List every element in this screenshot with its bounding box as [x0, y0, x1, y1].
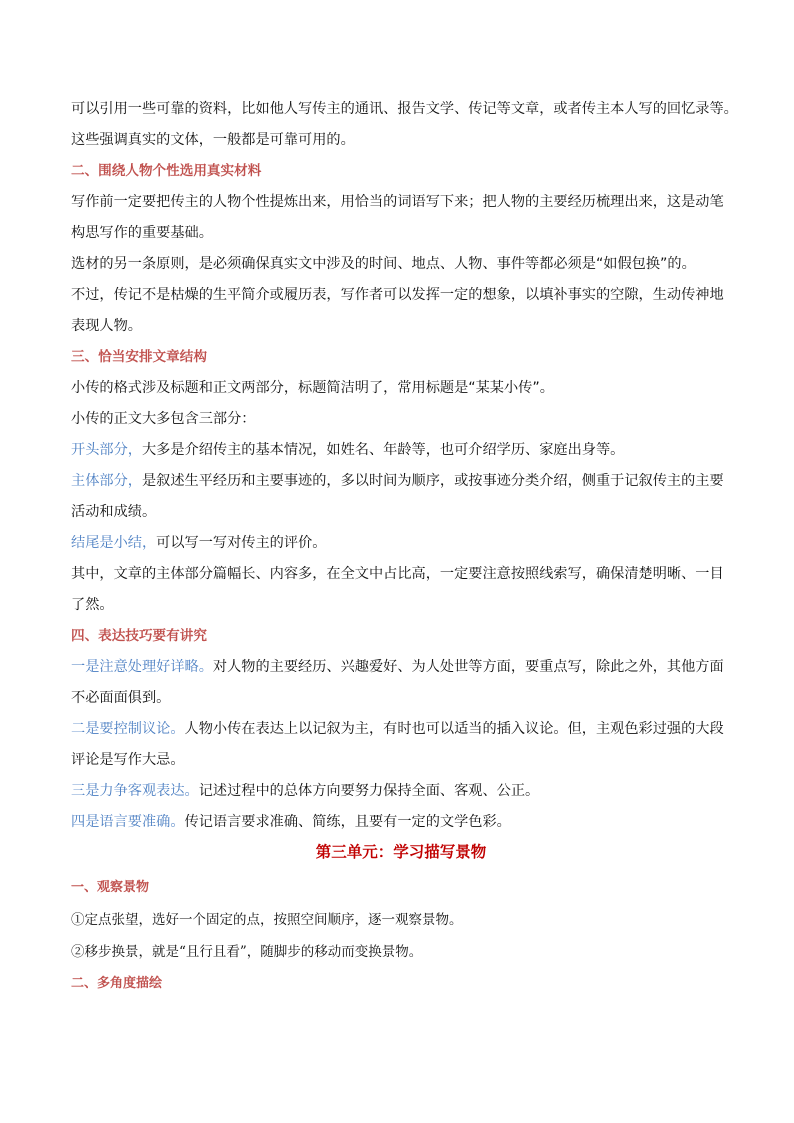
paragraph: 写作前一定要把传主的人物个性提炼出来，用恰当的词语写下来；把人物的主要经历梳理出来，这是动笔	[71, 194, 724, 210]
paragraph	[71, 528, 731, 559]
section-heading: 一、观察景物	[71, 880, 150, 895]
section-heading: 二、围绕人物个性选用真实材料	[71, 163, 262, 179]
unit-title: 第三单元：学习描写景物	[315, 842, 487, 861]
section-heading: 三、恰当安排文章结构	[71, 349, 207, 365]
paragraph: 小传的格式涉及标题和正文两部分，标题简洁明了，常用标题是“某某小传”。	[71, 380, 554, 396]
section-heading: 四、表达技巧要有讲究	[71, 628, 207, 644]
lead-phrase: 二是要控制议论。	[71, 721, 185, 737]
paragraph	[71, 435, 731, 466]
paragraph: 评论是写作大忌。	[71, 752, 185, 768]
lead-phrase: 三是力争客观表达。	[71, 783, 199, 799]
paragraph-text: 对人物的主要经历、兴趣爱好、为人处世等方面，要重点写，除此之外，其他方面	[212, 659, 724, 675]
list-item: ②移步换景，就是“且行且看”，随脚步的移动而变换景物。	[71, 944, 423, 960]
paragraph-text: 可以写一写对传主的评价。	[156, 535, 327, 551]
lead-phrase: 一是注意处理好详略。	[71, 659, 213, 675]
paragraph-text: 大多是介绍传主的基本情况，如姓名、年龄等，也可介绍学历、家庭出身等。	[141, 442, 625, 458]
document-page	[71, 94, 738, 1000]
paragraph: 构思写作的重要基础。	[71, 225, 213, 241]
paragraph	[71, 466, 731, 497]
list-item: ①定点张望，选好一个固定的点，按照空间顺序，逐一观察景物。	[71, 912, 463, 928]
paragraph	[71, 807, 731, 838]
paragraph: 可以引用一些可靠的资料，比如他人写传主的通讯、报告文学、传记等文章，或者传主本人写的回忆录等。	[71, 101, 738, 117]
paragraph: 活动和成绩。	[71, 504, 157, 520]
paragraph: 其中，文章的主体部分篇幅长、内容多，在全文中占比高，一定要注意按照线索写，确保清楚明晰、一目	[71, 566, 724, 582]
paragraph: 了然。	[71, 597, 114, 613]
lead-phrase: 四是语言要准确。	[71, 814, 185, 830]
paragraph-text: 人物小传在表达上以记叙为主，有时也可以适当的插入议论。但，主观色彩过强的大段	[184, 721, 724, 737]
paragraph	[71, 652, 731, 683]
paragraph: 不过，传记不是枯燥的生平简介或履历表，写作者可以发挥一定的想象，以填补事实的空隙，生动传神地	[71, 287, 724, 303]
paragraph: 小传的正文大多包含三部分：	[71, 411, 256, 427]
paragraph: 这些强调真实的文体，一般都是可靠可用的。	[71, 132, 355, 148]
paragraph-text: 记述过程中的总体方向要努力保持全面、客观、公正。	[198, 783, 540, 799]
paragraph: 表现人物。	[71, 318, 142, 334]
paragraph-text: 是叙述生平经历和主要事迹的，多以时间为顺序，或按事迹分类介绍，侧重于记叙传主的主要	[141, 473, 724, 489]
lead-phrase: 开头部分，	[71, 442, 142, 458]
paragraph: 选材的另一条原则，是必须确保真实文中涉及的时间、地点、人物、事件等都必须是“如假包换”的。	[71, 256, 696, 272]
lead-phrase: 结尾是小结，	[71, 535, 157, 551]
lead-phrase: 主体部分，	[71, 473, 142, 489]
paragraph	[71, 776, 731, 807]
paragraph-text: 传记语言要求准确、简练，且要有一定的文学色彩。	[184, 814, 511, 830]
section-heading: 二、多角度描绘	[71, 976, 163, 991]
paragraph: 不必面面俱到。	[71, 690, 171, 706]
paragraph	[71, 714, 731, 745]
